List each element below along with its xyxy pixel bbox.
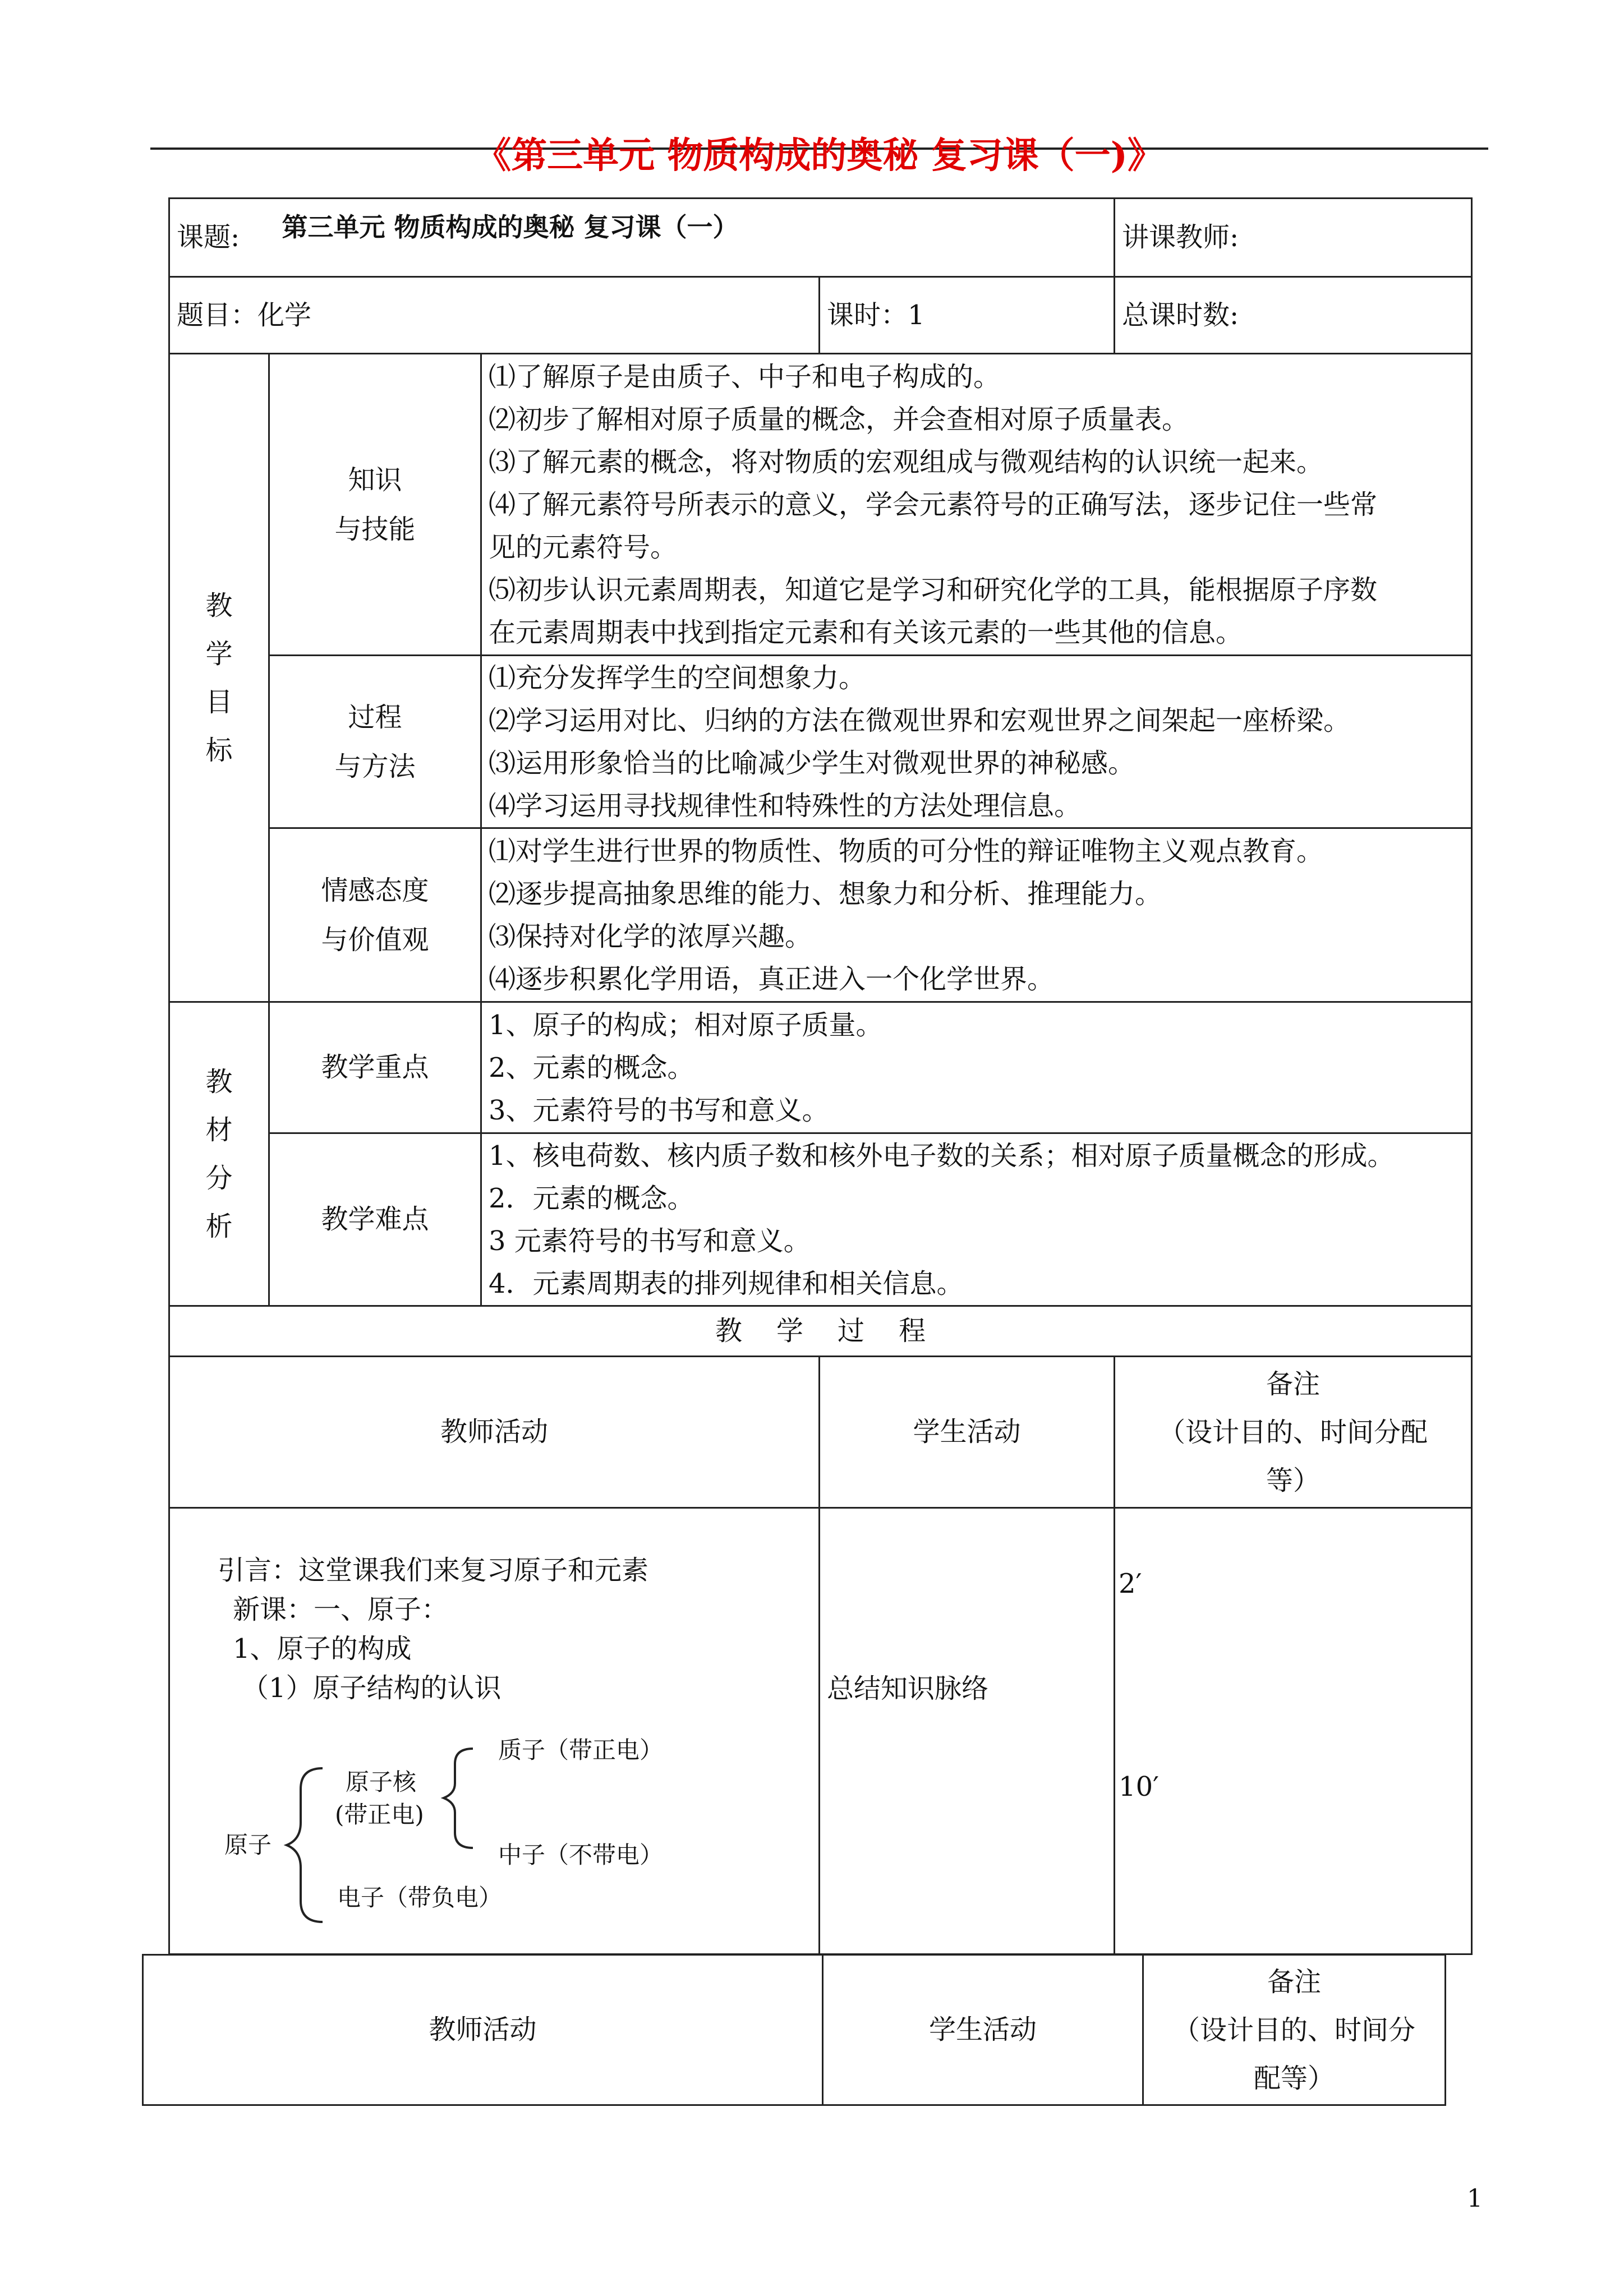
page-number: 1 <box>1467 2184 1483 2213</box>
objective-row-knowledge <box>169 354 1472 656</box>
outer-brace <box>287 1768 323 1922</box>
process-items: ⑴充分发挥学生的空间想象力。 ⑵学习运用对比、归纳的方法在微观世界和宏观世界之间架起一座桥梁。 ⑶运用形象恰当的比喻减少学生对微观世界的神秘感。 ⑷学习运用寻找规律性和特殊性的方法处理信息。 <box>481 656 1472 828</box>
new-lesson-line: 新课：一、原子： <box>233 1594 449 1625</box>
header-row-topic <box>169 199 1472 277</box>
section-heading: 1、原子的构成 <box>233 1633 412 1665</box>
objectives-label: 教 学 目 标 <box>169 354 269 1002</box>
teacher-activity-header: 教师活动 <box>169 1357 820 1508</box>
subsection-heading: （1）原子结构的认识 <box>242 1672 502 1704</box>
notes-header: 备注 （设计目的、时间分配 等） <box>1115 1357 1472 1508</box>
knowledge-items: ⑴了解原子是由质子、中子和电子构成的。 ⑵初步了解相对原子质量的概念，并会查相对原子质量表。 ⑶了解元素的概念，将对物质的宏观组成与微观结构的认识统一起来。 ⑷了解元素符号所表示的意义，学会元素符号的正确写法，逐步记住一些常 见的元素符号。 ⑸初步认识元素周期表，知道它是学习和研究化学的工具，能根据原子序数 在元素周期表中找到指定元素和有关该元素的一些其他的信息。 <box>481 354 1472 656</box>
materials-row-focus <box>169 1002 1472 1133</box>
header-row-subject <box>169 277 1472 354</box>
hours-cell: 课时：1 <box>820 277 1115 354</box>
objective-row-process <box>169 656 1472 828</box>
time-note-2: 10′ <box>1119 1771 1160 1802</box>
teacher-activity-header-2: 教师活动 <box>143 1955 823 2105</box>
diagram-neutron: 中子（不带电） <box>498 1841 664 1869</box>
process-title: 教 学 过 程 <box>169 1306 1472 1357</box>
diagram-proton: 质子（带正电） <box>498 1736 664 1764</box>
continuation-header-table <box>142 1954 1446 2106</box>
diagram-nucleus: 原子核 <box>346 1768 417 1796</box>
difficulty-items: 1、核电荷数、核内质子数和核外电子数的关系；相对原子质量概念的形成。 2．元素的概念。 3 元素符号的书写和意义。 4．元素周期表的排列规律和相关信息。 <box>481 1133 1472 1306</box>
continuation-header-row <box>143 1955 1446 2105</box>
process-content-row <box>169 1508 1472 1954</box>
time-note-1: 2′ <box>1119 1568 1142 1599</box>
topic-label: 课题: <box>177 222 240 253</box>
focus-items: 1、原子的构成；相对原子质量。 2、元素的概念。 3、元素符号的书写和意义。 <box>481 1002 1472 1133</box>
process-header-row <box>169 1357 1472 1508</box>
teacher-cell: 讲课教师: <box>1115 199 1472 277</box>
student-activity-cell: 总结知识脉络 <box>820 1508 1115 1954</box>
document-title: 《第三单元 物质构成的奥秘 复习课（一)》 <box>475 135 1163 177</box>
difficulty-label: 教学难点 <box>269 1133 481 1306</box>
subject-cell: 题目：化学 <box>169 277 820 354</box>
diagram-electron: 电子（带负电） <box>337 1884 503 1911</box>
objective-row-attitude <box>169 828 1472 1002</box>
student-activity-header: 学生活动 <box>820 1357 1115 1508</box>
materials-label: 教 材 分 析 <box>169 1002 269 1306</box>
process-label: 过程 与方法 <box>269 656 481 828</box>
total-hours-cell: 总课时数: <box>1115 277 1472 354</box>
notes-header-2: 备注 （设计目的、时间分 配等） <box>1143 1955 1446 2105</box>
notes-cell <box>1115 1508 1472 1954</box>
focus-label: 教学重点 <box>269 1002 481 1133</box>
topic-value: 第三单元 物质构成的奥秘 复习课（一） <box>282 212 739 242</box>
teacher-activity-cell <box>169 1508 820 1954</box>
diagram-nucleus-charge: (带正电) <box>335 1801 424 1828</box>
materials-row-difficulty <box>169 1133 1472 1306</box>
diagram-atom: 原子 <box>224 1831 272 1859</box>
topic-cell <box>169 199 1115 277</box>
attitude-label: 情感态度 与价值观 <box>269 828 481 1002</box>
attitude-items: ⑴对学生进行世界的物质性、物质的可分性的辩证唯物主义观点教育。 ⑵逐步提高抽象思维的能力、想象力和分析、推理能力。 ⑶保持对化学的浓厚兴趣。 ⑷逐步积累化学用语，真正进入一个化学世界。 <box>481 828 1472 1002</box>
inner-brace <box>444 1749 473 1848</box>
lesson-plan-table <box>168 197 1473 1955</box>
student-activity-header-2: 学生活动 <box>823 1955 1143 2105</box>
process-title-row <box>169 1306 1472 1357</box>
knowledge-label: 知识 与技能 <box>269 354 481 656</box>
intro-line: 引言：这堂课我们来复习原子和元素 <box>218 1555 649 1586</box>
